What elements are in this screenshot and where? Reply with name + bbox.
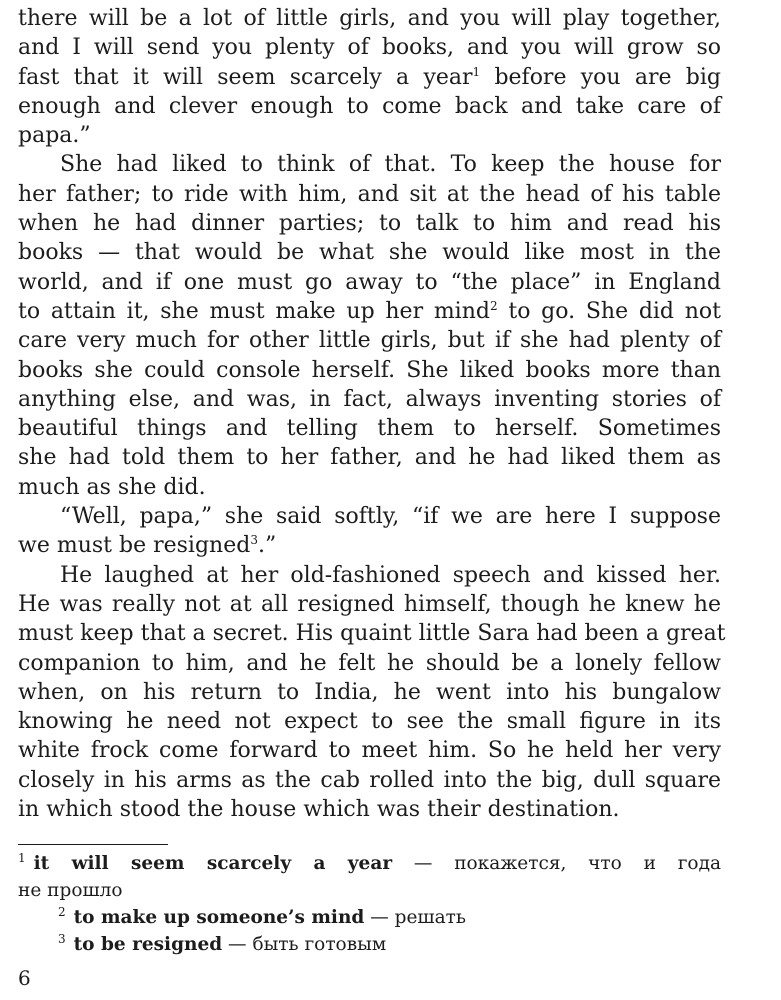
text-line	[18, 736, 721, 765]
text-line-content: He laughed at her old-fashioned speech and kissed her.	[60, 562, 721, 588]
footnote-1-continuation	[18, 877, 721, 904]
text-line	[18, 414, 721, 443]
body-text	[18, 4, 726, 824]
footnote-2-gloss: решать	[394, 907, 466, 928]
text-line	[18, 531, 721, 560]
text-line-content: must keep that a secret. His quaint little Sara had been a great	[18, 621, 726, 647]
text-line	[18, 180, 721, 209]
footnote-1-gloss: покажется, что и года	[454, 853, 721, 874]
text-line	[18, 121, 721, 150]
footnote-2-separator: —	[364, 907, 395, 928]
footnotes	[18, 850, 721, 958]
text-line	[18, 473, 721, 502]
footnote-marker: 2	[489, 298, 498, 313]
text-line-content: anything else, and was, in fact, always inventing stories of	[18, 386, 721, 412]
text-line	[18, 795, 721, 824]
text-line-content: much as she did.	[18, 474, 206, 500]
text-line	[18, 590, 721, 619]
text-line-content: books she could console herself. She liked books more than	[18, 357, 721, 383]
footnote-3-gloss: быть готовым	[252, 934, 387, 955]
text-line-content: She had liked to think of that. To keep the house for	[60, 152, 721, 178]
text-line	[18, 356, 721, 385]
text-line-content: He was really not at all resigned himself, though he knew he	[18, 591, 721, 617]
text-line	[18, 297, 721, 326]
footnote-3-term: to be resigned	[73, 934, 223, 955]
text-line	[18, 92, 721, 121]
text-line	[18, 561, 721, 590]
text-line	[18, 649, 721, 678]
text-line	[18, 443, 721, 472]
text-line	[18, 326, 721, 355]
text-line-content: there will be a lot of little girls, and you will play together,	[18, 6, 721, 31]
footnote-3-separator: —	[222, 934, 253, 955]
text-line-content: knowing he need not expect to see the small figure in its	[18, 709, 721, 735]
text-line	[18, 4, 721, 33]
text-line-content: fast that it will seem scarcely a year	[18, 64, 473, 90]
footnote-1-separator: —	[392, 853, 455, 874]
text-line-continuation: .”	[257, 533, 277, 559]
footnote-1-gloss-continued: не прошло	[18, 880, 123, 901]
text-line	[18, 766, 721, 795]
footnote-3	[18, 931, 721, 958]
footnote-1-term: it will seem scarcely a year	[33, 853, 393, 874]
text-line-content: white frock come forward to meet him. So he held her very	[18, 738, 721, 764]
footnote-marker: 1	[472, 64, 481, 79]
text-line-content: papa.”	[18, 123, 91, 149]
footnote-1	[18, 850, 721, 877]
footnote-2	[18, 904, 721, 931]
text-line	[18, 150, 721, 179]
footnote-divider	[18, 844, 168, 845]
text-line-content: and I will send you plenty of books, and you will grow so	[18, 35, 721, 61]
text-line	[18, 707, 721, 736]
text-line	[18, 268, 721, 297]
footnote-2-number: 2	[58, 905, 66, 919]
text-line-content: enough and clever enough to come back and take care of	[18, 93, 721, 119]
text-line-content: she had told them to her father, and he had liked them as	[18, 445, 721, 471]
text-line-content: world, and if one must go away to “the place” in England	[18, 269, 721, 295]
text-line-content: closely in his arms as the cab rolled into the big, dull square	[18, 767, 721, 793]
text-line	[18, 63, 721, 92]
text-line	[18, 619, 726, 648]
text-line-content: in which stood the house which was their destination.	[18, 797, 620, 823]
text-line-content: “Well, papa,” she said softly, “if we are here I suppose	[60, 504, 721, 530]
text-line	[18, 385, 721, 414]
footnote-1-number: 1	[18, 851, 26, 865]
footnote-marker: 3	[250, 533, 258, 548]
text-line-content: we must be resigned	[18, 533, 251, 559]
footnote-2-term: to make up someone’s mind	[73, 907, 365, 928]
text-line	[18, 678, 721, 707]
text-line-content: when, on his return to India, he went into his bungalow	[18, 679, 721, 705]
page-number: 6	[18, 966, 31, 990]
text-line	[18, 502, 721, 531]
text-line-content: to attain it, she must make up her mind	[18, 298, 490, 324]
text-line-continuation: to go. She did not	[497, 298, 721, 324]
text-line	[18, 33, 721, 62]
text-line-content: books — that would be what she would like most in the	[18, 240, 721, 266]
footnote-3-number: 3	[58, 932, 66, 946]
text-line	[18, 238, 721, 267]
text-line-content: companion to him, and he felt he should be a lonely fellow	[18, 650, 721, 676]
text-line-content: her father; to ride with him, and sit at the head of his table	[18, 181, 721, 207]
text-line-content: care very much for other little girls, but if she had plenty of	[18, 328, 721, 354]
text-line-content: beautiful things and telling them to herself. Sometimes	[18, 416, 721, 442]
text-line	[18, 209, 721, 238]
text-line-content: when he had dinner parties; to talk to him and read his	[18, 211, 721, 237]
text-line-continuation: before you are big	[480, 64, 721, 90]
